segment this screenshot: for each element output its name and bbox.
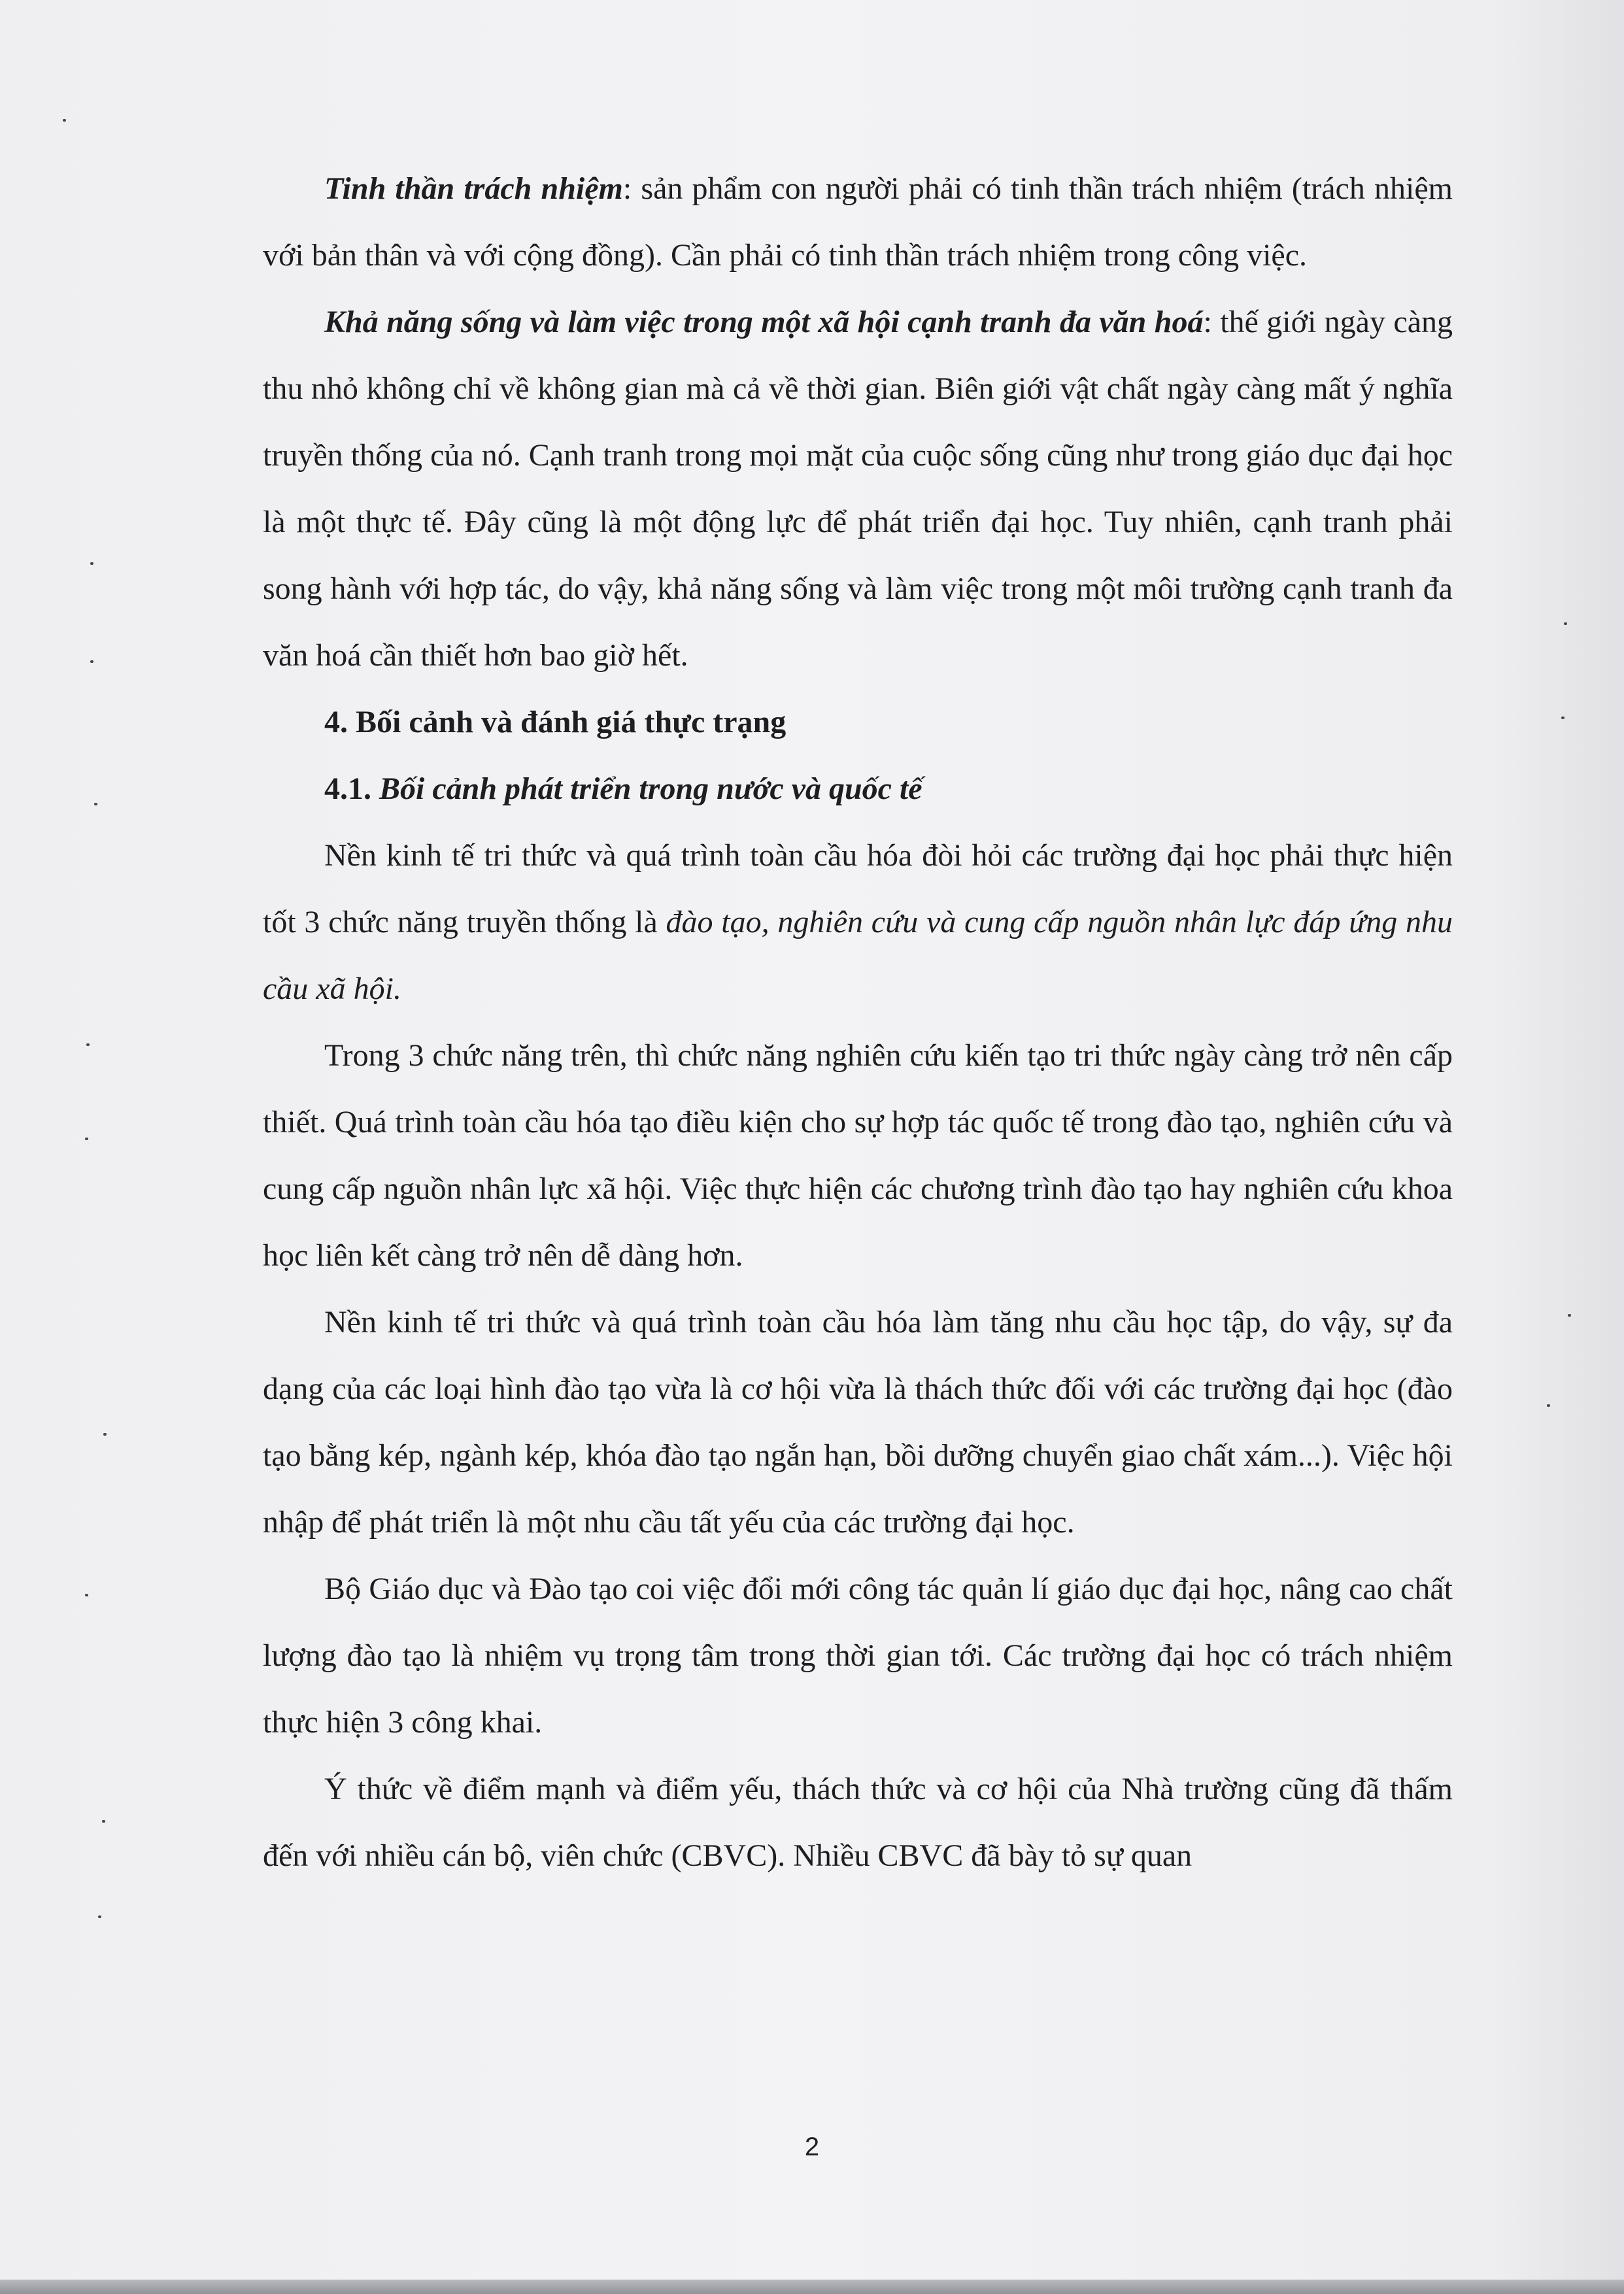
paragraph-multicultural	[263, 289, 1453, 689]
paragraph-knowledge-economy	[263, 822, 1453, 1022]
scan-speck	[85, 1138, 88, 1140]
scan-speck	[90, 562, 93, 565]
scan-speck	[1561, 717, 1565, 719]
heading-4-1-title: Bối cảnh phát triển trong nước và quốc tế	[379, 771, 922, 806]
text-three-functions: đào tạo, nghiên cứu và cung cấp nguồn nhân lực đáp ứng nhu cầu xã hội.	[263, 905, 1453, 1006]
text-multicultural: : thế giới ngày càng thu nhỏ không chỉ về không gian mà cả về thời gian. Biên giới vật chất ngày càng mất ý nghĩa truyền thống của nó. Cạnh tranh trong mọi mặt của cuộc sống cũng như trong giáo dục đại học là một thực tế. Đây cũng là một động lực để phát triển đại học. Tuy nhiên, cạnh tranh phải song hành với hợp tác, do vậy, khả năng sống và làm việc trong một môi trường cạnh tranh đa văn hoá cần thiết hơn bao giờ hết.	[263, 305, 1453, 673]
scan-speck	[94, 803, 97, 805]
paragraph-ministry: Bộ Giáo dục và Đào tạo coi việc đổi mới công tác quản lí giáo dục đại học, nâng cao chất lượng đào tạo là nhiệm vụ trọng tâm trong thời gian tới. Các trường đại học có trách nhiệm thực hiện 3 công khai.	[263, 1572, 1453, 1740]
scan-speck	[98, 1915, 101, 1918]
document-body	[263, 156, 1453, 1889]
page-shadow-right	[1493, 0, 1624, 2294]
text-knowledge-economy: Nền kinh tế tri thức và quá trình toàn cầu hóa đòi hỏi các trường đại học phải thực hiện tốt 3 chức năng truyền thống là	[263, 838, 1453, 939]
paragraph-awareness: Ý thức về điểm mạnh và điểm yếu, thách thức và cơ hội của Nhà trường cũng đã thấm đến với nhiều cán bộ, viên chức (CBVC). Nhiều CBVC đã bày tỏ sự quan	[263, 1772, 1453, 1873]
scan-speck	[1564, 622, 1567, 625]
scan-speck	[85, 1594, 88, 1596]
paragraph-learning-demand: Nền kinh tế tri thức và quá trình toàn cầu hóa làm tăng nhu cầu học tập, do vậy, sự đa dạng của các loại hình đào tạo vừa là cơ hội vừa là thách thức đối với các trường đại học (đào tạo bằng kép, ngành kép, khóa đào tạo ngắn hạn, bồi dưỡng chuyển giao chất xám...). Việc hội nhập để phát triển là một nhu cầu tất yếu của các trường đại học.	[263, 1305, 1453, 1540]
scan-speck	[1568, 1314, 1571, 1317]
heading-4-1-number: 4.1.	[324, 771, 371, 806]
term-multicultural: Khả năng sống và làm việc trong một xã hội cạnh tranh đa văn hoá	[324, 305, 1204, 339]
scan-speck	[90, 660, 93, 663]
scan-bottom-edge	[0, 2280, 1624, 2294]
scan-speck	[102, 1820, 105, 1823]
page-number: 2	[804, 2133, 820, 2161]
scan-speck	[63, 119, 66, 122]
paragraph-responsibility	[263, 156, 1453, 289]
scan-speck	[103, 1433, 107, 1436]
paragraph-research-function: Trong 3 chức năng trên, thì chức năng nghiên cứu kiến tạo tri thức ngày càng trở nên cấp thiết. Quá trình toàn cầu hóa tạo điều kiện cho sự hợp tác quốc tế trong đào tạo, nghiên cứu và cung cấp nguồn nhân lực xã hội. Việc thực hiện các chương trình đào tạo hay nghiên cứu khoa học liên kết càng trở nên dễ dàng hơn.	[263, 1038, 1453, 1273]
text-responsibility: : sản phẩm con người phải có tinh thần trách nhiệm (trách nhiệm với bản thân và với cộng đồng). Cần phải có tinh thần trách nhiệm trong công việc.	[263, 171, 1453, 273]
heading-section-4: 4. Bối cảnh và đánh giá thực trạng	[324, 705, 787, 739]
heading-section-4-1	[263, 756, 1453, 822]
scan-speck	[1547, 1404, 1550, 1407]
term-responsibility: Tinh thần trách nhiệm	[324, 171, 623, 206]
scan-speck	[86, 1043, 90, 1046]
